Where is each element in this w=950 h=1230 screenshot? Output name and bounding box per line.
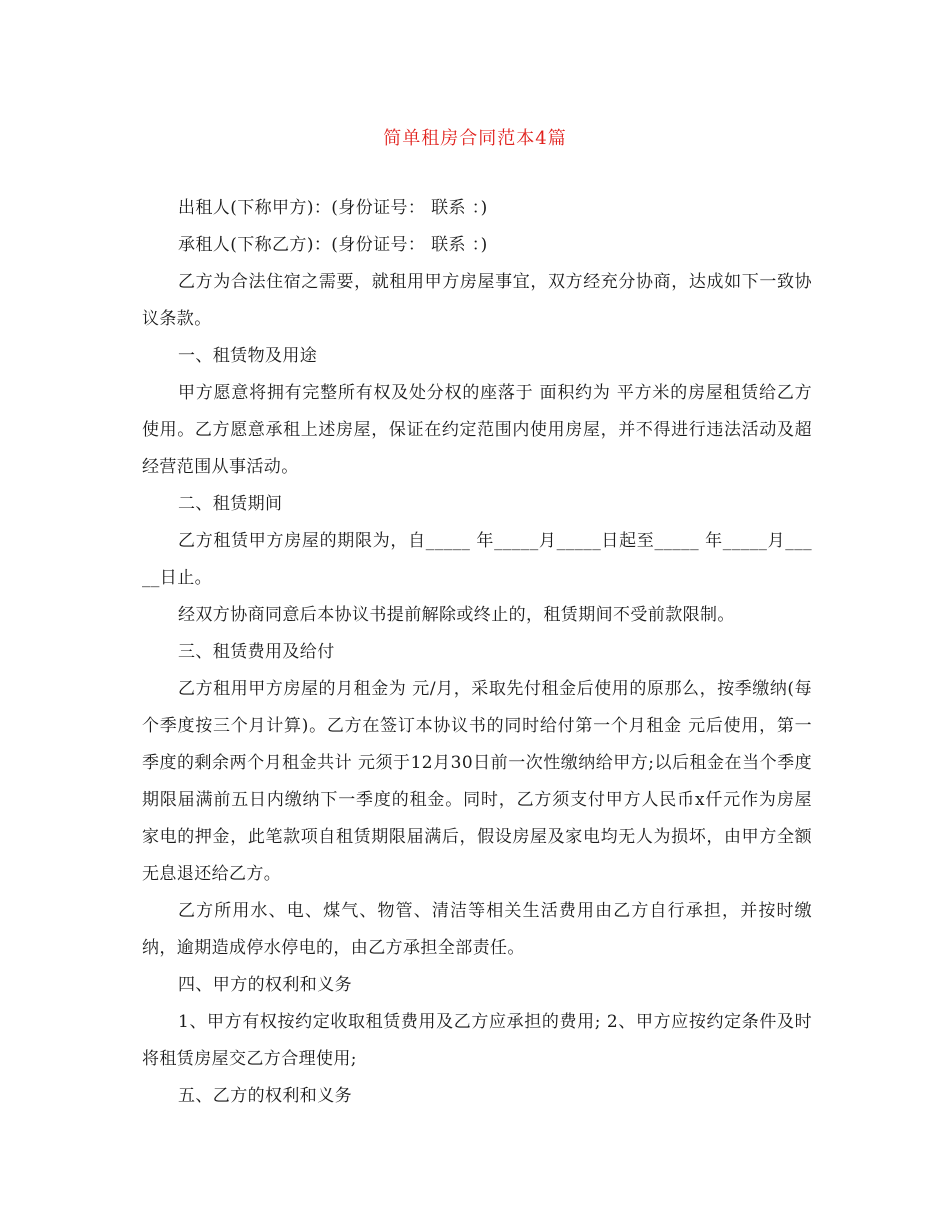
document-body xyxy=(142,190,812,1115)
section-heading-3: 三、租赁费用及给付 xyxy=(178,642,335,662)
paragraph-utilities: 乙方所用水、电、煤气、物管、清洁等相关生活费用由乙方自行承担，并按时缴纳，逾期造成停水停电的，由乙方承担全部责任。 xyxy=(142,901,812,958)
paragraph-lessor: 出租人(下称甲方)：(身份证号： 联系 ：) xyxy=(178,198,488,218)
document-title: 简单租房合同范本4篇 xyxy=(383,128,567,149)
section-heading-1: 一、租赁物及用途 xyxy=(178,346,318,366)
paragraph-term: 乙方租赁甲方房屋的期限为，自_____ 年_____月_____日起至_____ 年_____月_____日止。 xyxy=(142,531,812,588)
paragraph-intro: 乙方为合法住宿之需要，就租用甲方房屋事宜，双方经充分协商，达成如下一致协议条款。 xyxy=(142,272,812,329)
paragraph-lessee: 承租人(下称乙方)：(身份证号： 联系 ：) xyxy=(178,235,488,255)
section-heading-5: 五、乙方的权利和义务 xyxy=(178,1086,352,1106)
paragraph-rent: 乙方租用甲方房屋的月租金为 元/月，采取先付租金后使用的原那么，按季缴纳(每个季度按三个月计算)。乙方在签订本协议书的同时给付第一个月租金 元后使用，第一季度的剩余两个月租金共计 元须于12月30日前一次性缴纳给甲方;以后租金在当个季度期限届满前五日内缴纳下一季度的租金。同时，乙方须支付甲方人民币x仟元作为房屋家电的押金，此笔款项自租赁期限届满后，假设房屋及家电均无人为损坏，由甲方全额无息退还给乙方。 xyxy=(142,679,812,884)
section-heading-4: 四、甲方的权利和义务 xyxy=(178,975,352,995)
section-heading-2: 二、租赁期间 xyxy=(178,494,283,514)
paragraph-lessor-rights: 1、甲方有权按约定收取租赁费用及乙方应承担的费用; 2、甲方应按约定条件及时将租赁房屋交乙方合理使用; xyxy=(142,1012,812,1069)
paragraph-property: 甲方愿意将拥有完整所有权及处分权的座落于 面积约为 平方米的房屋租赁给乙方使用。乙方愿意承租上述房屋，保证在约定范围内使用房屋，并不得进行违法活动及超经营范围从事活动。 xyxy=(142,383,812,477)
paragraph-term-exception: 经双方协商同意后本协议书提前解除或终止的，租赁期间不受前款限制。 xyxy=(178,605,735,625)
